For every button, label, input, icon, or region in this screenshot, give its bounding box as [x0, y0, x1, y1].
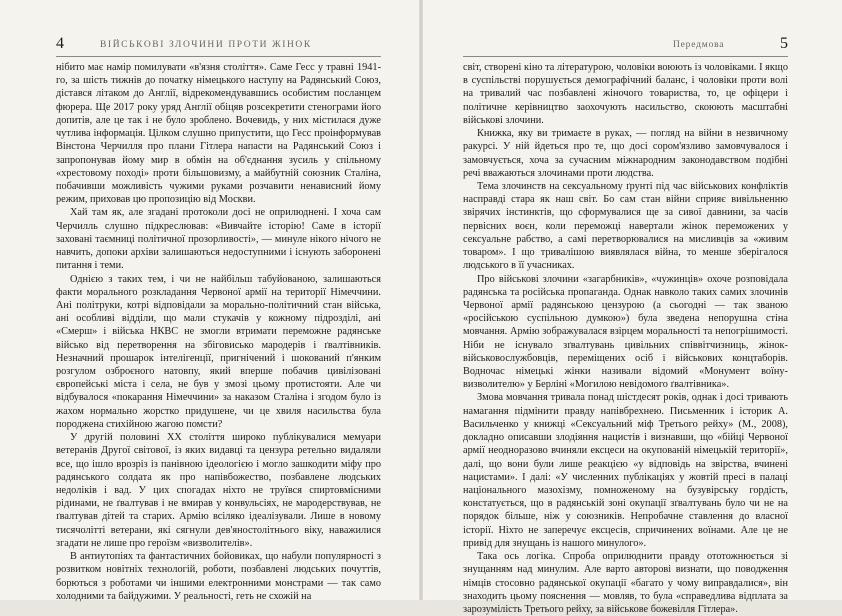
paragraph: Змова мовчання тривала понад шістдесят років, однак і досі тривають намагання підмінити правду напівбрехнею. Письменник і історик А. Васильченко у книжці «Сексуальний міф Третього рейху» (М., 2008), докладно описавши злодіяння нацистів і визнавши, що «бійці Червоної армії неодноразово вчиняли ексцеси на окупованій німецькій території», далі, що вони були лише реакцією «у відповідь на звірства, вчинені нацистами». І далі: «У численних публікаціях у жовтій пресі в палаці національного мазохізму, помноженому на бузувірську гордість, констатується, що в радянській зоні окупації зґвалтувань було чи не на порядок більше, ніж у союзників. Непробачне ставлення до власної історії. Ніхто не заперечує ексцесів, спричинених воїнами. Але це не привід для знущань із нашого минулого». — [463, 392, 788, 549]
paragraph: Тема злочинств на сексуальному ґрунті під час військових конфліктів насправді стара як наш світ. Бо сам стан війни сприяє вивільненню звірячих інстинктів, що сформувалися ще за сивої давнини, за часів первісних воєн, коли переможці навертали жінок переможених у сексуальне рабство, а самі перетворювалися на мисливців за «живим товаром». І що тривалішою виявлялася війна, то менше зберігалося людського в її учасниках. — [463, 180, 788, 272]
paragraph: нібито має намір помилувати «в'язня століття». Саме Гесс у травні 1941-го, за шість тижнів до початку німецького наступу на Радянський Союз, дістався літаком до Англії, відрекомендувавшись особистим посланцем фюрера. Ще 2017 року уряд Англії обіцяв розсекретити стенограми його допитів, але це так і не було зроблено. Вочевидь, у них містилася дуже чутлива інформація. Цілком слушно припустити, що Гесс проінформував Вінстона Черчилля про плани Гітлера напасти на Радянський Союз і запропонував йому мир в обмін на об'єднання зусиль у спільному «хрестовому поході» проти більшовизму, а майбутній союзник Сталіна, побачивши можливість чужими руками розчавити ненависний йому режим, приховав цю пропозицію від Москви. — [56, 62, 381, 206]
right-page-number: 5 — [780, 35, 788, 52]
paragraph: світ, створені кіно та літературою, чоловіки воюють із чоловіками. І якщо в суспільстві порушується демографічний баланс, і чоловіки проти волі на тривалий час позбавлені жіночого товариства, то, це офіцери і політичне керівництво заохочують насильство, скоюють масштабні військові злочини. — [463, 62, 788, 126]
left-page-body — [56, 61, 381, 602]
paragraph: Про військові злочини «загарбників», «чужинців» охоче розповідала радянська та російська пропаганда. Однак навколо таких самих злочинів Червоної армії радянською цензурою (а сьогодні — так званою «російською суспільною думкою») була зведена непорушна стіна мовчання. Армію зображувалася взірцем моральності та непогрішимості. Ніби не існувало зґвалтувань цивільних співвітчизниць, жінок-військовослужбовців, переміщених осіб і військових концтаборів. Водночас німецькі жінки називали відомий «Монумент воїну-визволителю» у Берліні «Могилою невідомого ґвалтівника». — [463, 273, 788, 391]
left-page-header — [56, 36, 381, 57]
right-page-body — [463, 61, 788, 615]
paragraph: В антиутопіях та фантастичних бойовиках, що набули популярності з розвитком новітніх технологій, роботи, позбавлені людських почуттів, борються з роботами чи іншими електронними монстрами — так само холодними та байдужими. У реальності, геть не схожій на — [56, 551, 381, 602]
paragraph: Книжка, яку ви тримаєте в руках, — погляд на війни в незвичному ракурсі. У ній йдеться про те, що досі сором'язливо замовчувалося і замовчується, хоча за сучасним міжнародним законодавством подібні речі вважаються злочинами проти людства. — [463, 128, 788, 179]
right-page — [423, 0, 842, 615]
paragraph: У другій половині XX століття широко публікувалися мемуари ветеранів Другої світової, із яких видавці та цензура ретельно видаляли все, що ішло врозріз із панівною ідеологією і могло зашкодити міфу про радянського солдата як про напівбожество, позбавлене людських недоліків і вад. У цих спогадах ніхто не труївся спиртовмісними рідинами, не ґвалтував і не вмирав у конвульсіях, не мародерствував, не ґвалтував дітей та старих. Армію всіляко ідеалізували. Лише в новому тисячолітті ветерани, які сягнули дев'яностолітнього віку, наважилися згадати не лише про героїзм «визволителів». — [56, 432, 381, 549]
left-running-head: ВІЙСЬКОВІ ЗЛОЧИНИ ПРОТИ ЖІНОК — [100, 40, 312, 50]
right-page-header — [463, 36, 788, 57]
paragraph: Однією з таких тем, і чи не найбільш табуйованою, залишаються факти морального розкладання Червоної армії на території Німеччини. Ані політруки, котрі відповідали за морально-політичний стан війська, ані особливі відділи, що мали стукачів у кожному підрозділі, ані «Смерш» і війська НКВС не змогли втримати переможне радянське військо від перетворення на збіговисько мародерів і ґвалтівників. Незначний прошарок інтелігенції, пригнічений і шокований п'янким розгулом озброєного натовпу, який вперше побачив цивілізовані європейські міста і села, не був у змозі цьому протистояти. Але чи відбувалося «покарання Німеччини» за наказом Сталіна і згодом було із жахом нормально жорстко придушене, чи це хвиля насильства була породжена стихійною жагою помсти? — [56, 273, 381, 430]
paragraph: Хай там як, але згадані протоколи досі не оприлюднені. І хоча сам Черчилль слушно підкреслював: «Вивчайте історію! Саме в історії заховані таємниці політичної прозорливості», — минуле нікого нічого не навчить, допоки архіви залишаються недоступними і існують заборонені питання і теми. — [56, 207, 381, 272]
paragraph: Така ось логіка. Спроба оприлюднити правду ототожнюється зі знущанням над минулим. Але варто авторові визнати, що поводження німців стосовно радянської окупації «багато у чому виправдалися», він знаходить цьому пояснення — мовляв, то була «справедлива відплата за зарозумілість Третього рейху, за військове божевілля Гітлера». — [463, 551, 788, 615]
left-page — [0, 0, 419, 600]
left-page-number: 4 — [56, 35, 64, 52]
right-running-head: Передмова — [673, 40, 725, 50]
